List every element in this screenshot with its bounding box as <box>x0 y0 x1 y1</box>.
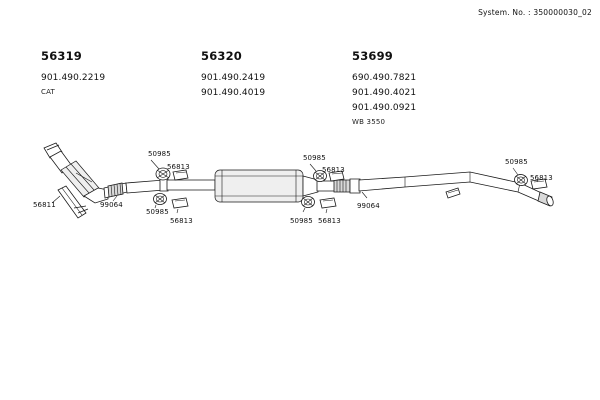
callout-50985-b: 50985 <box>146 208 169 216</box>
group-part-number: 690.490.7821 <box>352 72 417 83</box>
group-part-number: 901.490.0921 <box>352 102 417 113</box>
group-part-number: 901.490.2219 <box>41 72 106 83</box>
system-number-value: 350000030_02 <box>533 8 592 17</box>
group-note: CAT <box>41 87 56 96</box>
callout-99064-b: 99064 <box>357 202 380 210</box>
callout-50985-d: 50985 <box>290 217 313 225</box>
callout-50985-e: 50985 <box>505 158 528 166</box>
callout-99064-a: 99064 <box>100 201 123 209</box>
group-title: 56320 <box>201 49 243 63</box>
callout-56813-e: 56813 <box>530 174 553 182</box>
callout-56811: 56811 <box>33 201 56 209</box>
catalytic-converter-part <box>44 143 215 218</box>
hanger-rings <box>446 188 460 198</box>
system-number-label: System. No. : <box>478 8 531 17</box>
callout-50985-c: 50985 <box>303 154 326 162</box>
callout-56813-d: 56813 <box>318 217 341 225</box>
callout-56813-c: 56813 <box>322 166 345 174</box>
callout-56813-b: 56813 <box>170 217 193 225</box>
callout-56813-a: 56813 <box>167 163 190 171</box>
callout-50985-a: 50985 <box>148 150 171 158</box>
group-part-number: 901.490.2419 <box>201 72 266 83</box>
group-title: 53699 <box>352 49 394 63</box>
group-note: WB 3550 <box>352 117 386 126</box>
group-part-number: 901.490.4019 <box>201 87 266 98</box>
group-title: 56319 <box>41 49 83 63</box>
group-part-number: 901.490.4021 <box>352 87 417 98</box>
